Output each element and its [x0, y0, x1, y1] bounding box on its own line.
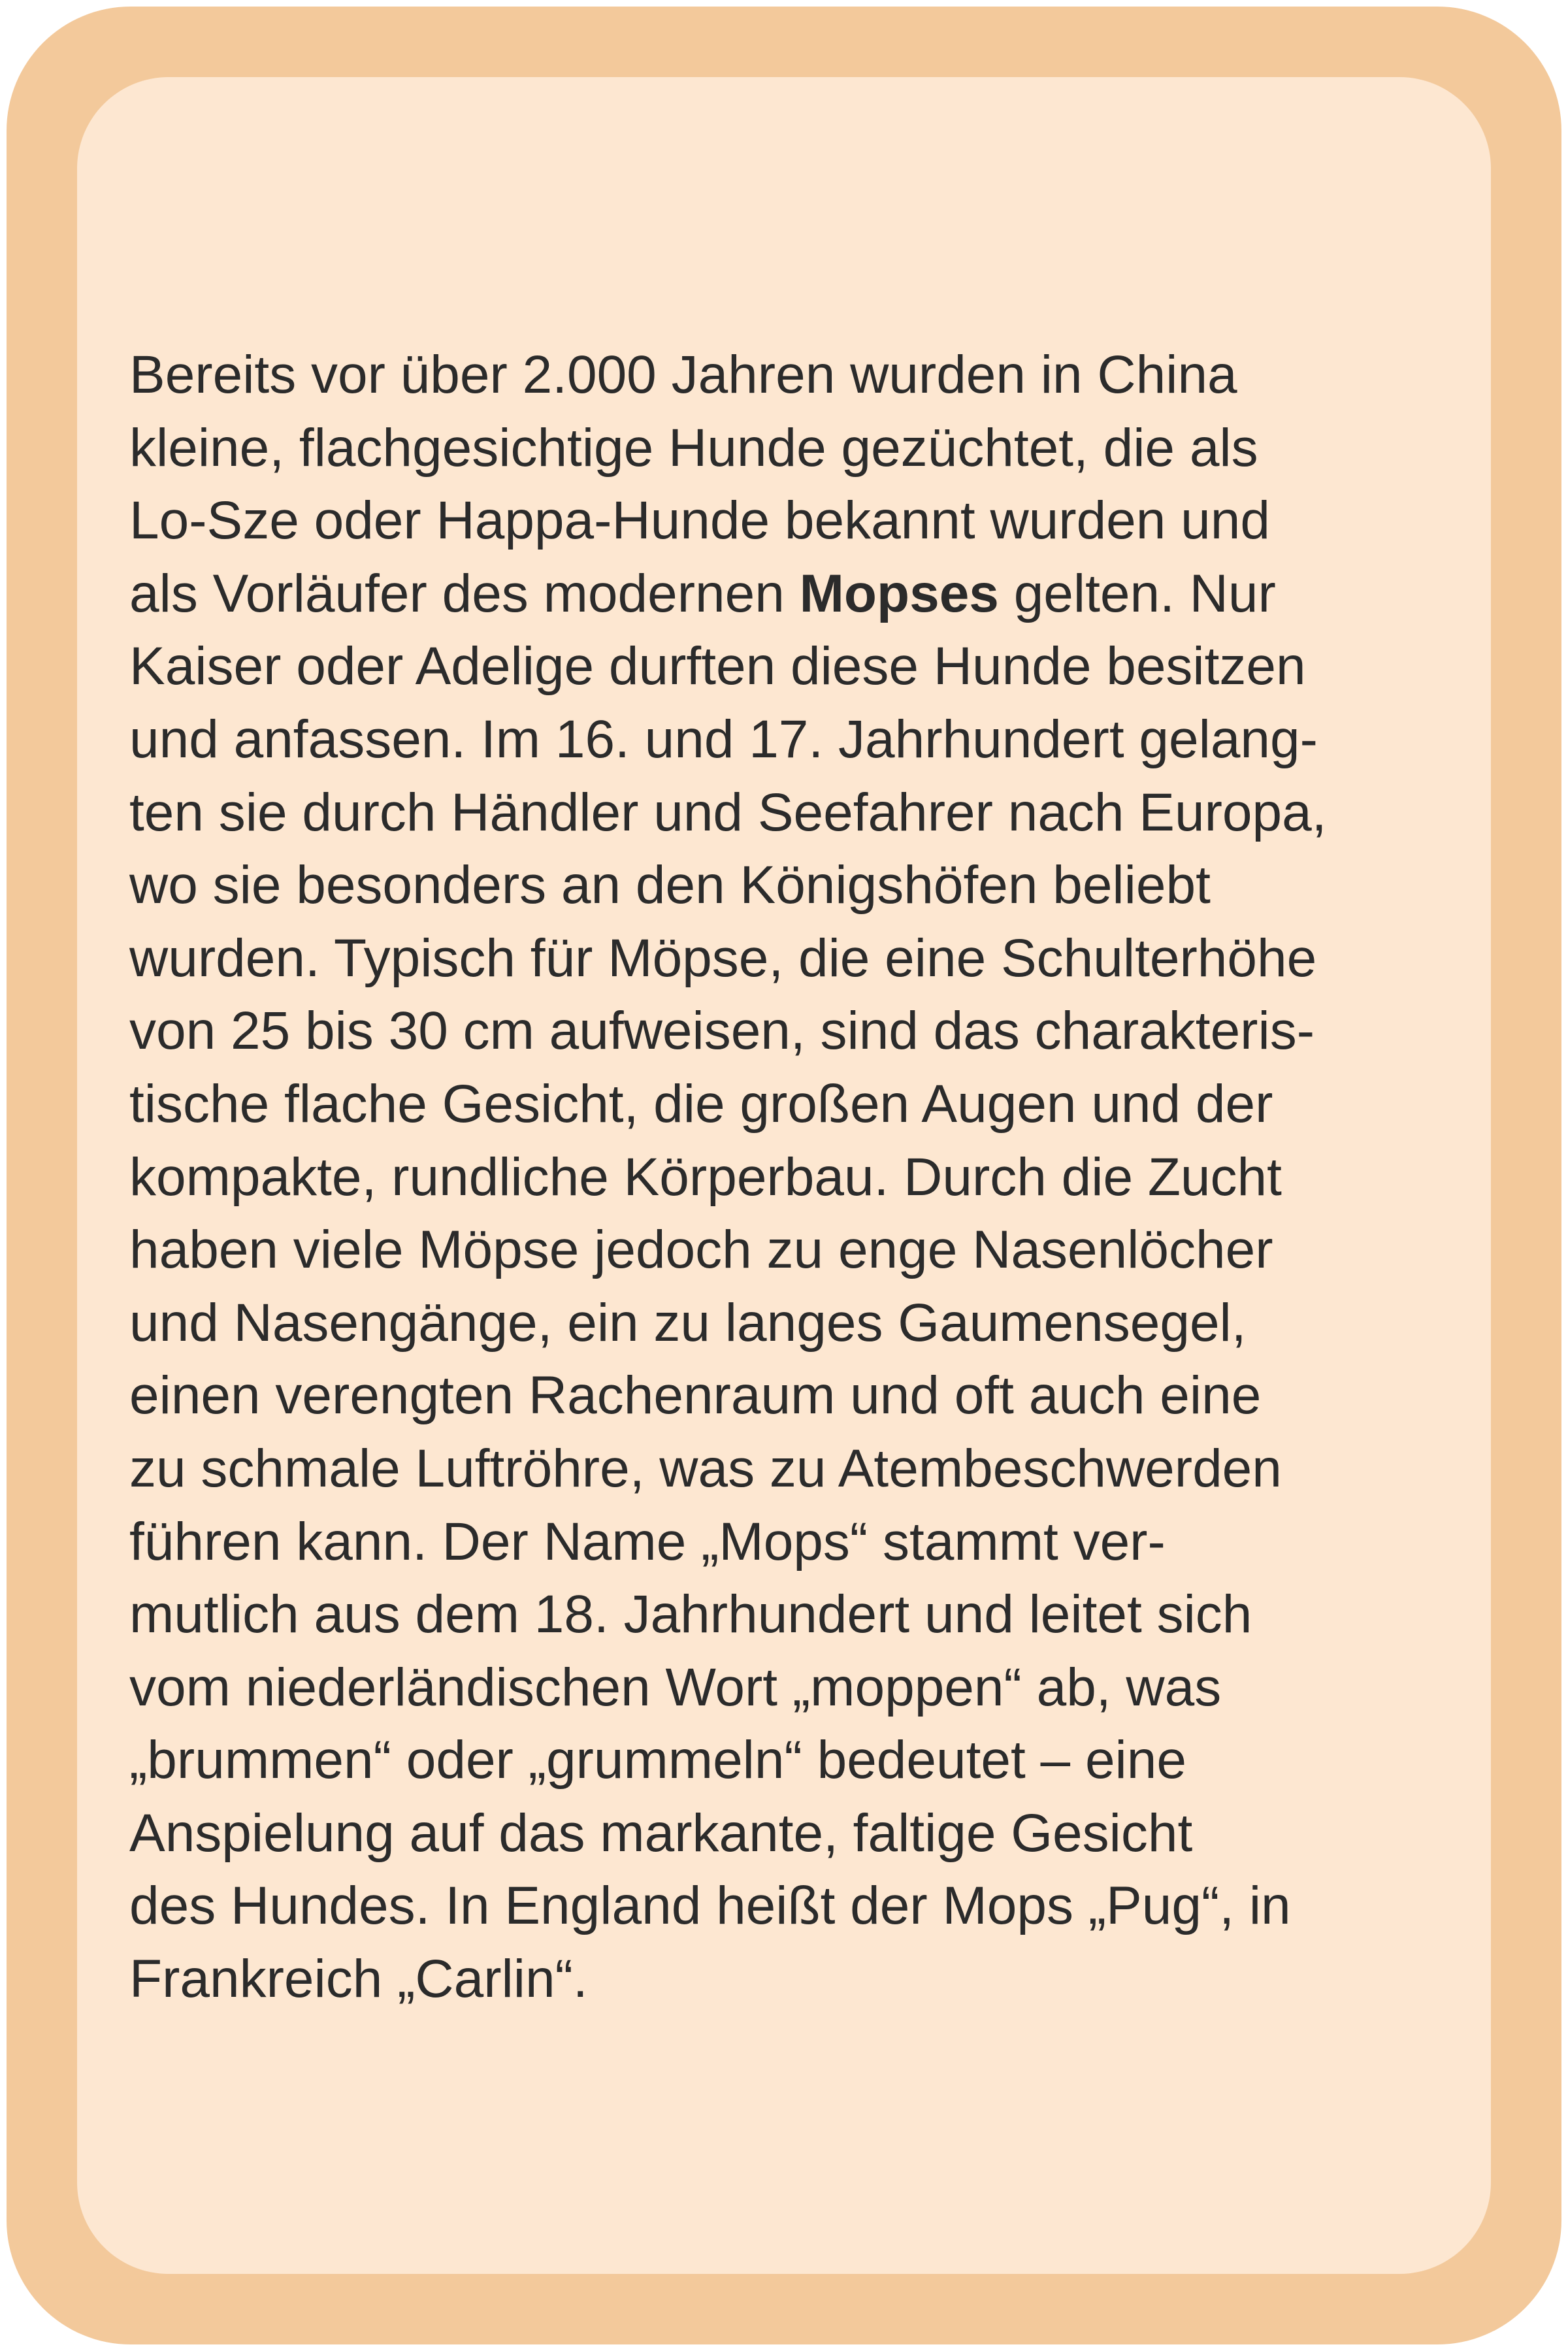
- text-line: kompakte, rundliche Körperbau. Durch die Zucht: [129, 1147, 1282, 1207]
- card-panel: [77, 77, 1491, 2274]
- card-text: [129, 338, 1475, 2016]
- text-line: wo sie besonders an den Königshöfen beliebt: [129, 855, 1211, 915]
- text-line: Bereits vor über 2.000 Jahren wurden in China: [129, 345, 1237, 404]
- text-line: haben viele Möpse jedoch zu enge Nasenlöcher: [129, 1220, 1273, 1280]
- text-line: Lo-Sze oder Happa-Hunde bekannt wurden und: [129, 491, 1270, 551]
- text-line: des Hundes. In England heißt der Mops „Pug“, in: [129, 1876, 1291, 1936]
- text-line: mutlich aus dem 18. Jahrhundert und leitet sich: [129, 1585, 1252, 1645]
- text-line: kleine, flachgesichtige Hunde gezüchtet, die als: [129, 418, 1258, 478]
- text-line: einen verengten Rachenraum und oft auch eine: [129, 1366, 1262, 1426]
- text-line: tische flache Gesicht, die großen Augen und der: [129, 1074, 1273, 1134]
- text-line: ten sie durch Händler und Seefahrer nach Europa,: [129, 782, 1327, 842]
- text-line: [129, 557, 1475, 631]
- text-line: führen kann. Der Name „Mops“ stammt ver-: [129, 1511, 1166, 1571]
- card-border: [7, 7, 1561, 2344]
- text-line: „brummen“ oder „grummeln“ bedeutet – eine: [129, 1730, 1186, 1790]
- text-line-end: gelten. Nur: [998, 563, 1276, 623]
- text-line-start: als Vorläufer des modernen: [129, 563, 800, 623]
- text-line: zu schmale Luftröhre, was zu Atembeschwerden: [129, 1438, 1282, 1498]
- text-line: wurden. Typisch für Möpse, die eine Schulterhöhe: [129, 928, 1317, 988]
- text-line: vom niederländischen Wort „moppen“ ab, was: [129, 1657, 1222, 1717]
- text-line: Anspielung auf das markante, faltige Gesicht: [129, 1803, 1193, 1863]
- text-line: und Nasengänge, ein zu langes Gaumensegel,: [129, 1292, 1247, 1353]
- text-line: Frankreich „Carlin“.: [129, 1949, 588, 2009]
- text-line: von 25 bis 30 cm aufweisen, sind das charakteris-: [129, 1001, 1315, 1061]
- text-line: und anfassen. Im 16. und 17. Jahrhundert gelang-: [129, 709, 1318, 769]
- text-line: Kaiser oder Adelige durften diese Hunde besitzen: [129, 636, 1306, 697]
- bold-term: Mopses: [799, 563, 999, 623]
